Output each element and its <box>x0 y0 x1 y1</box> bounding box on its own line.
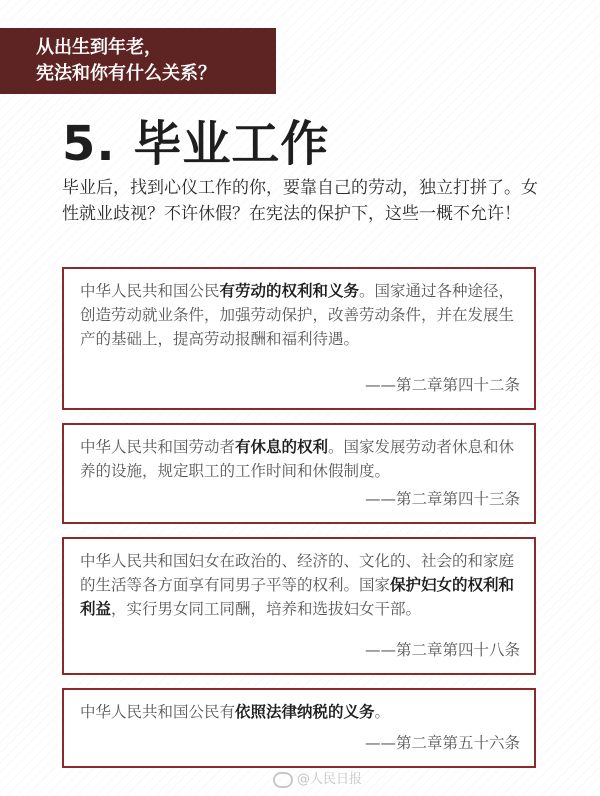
article-text: 中华人民共和国公民有依照法律纳税的义务。 <box>80 703 391 721</box>
intro-paragraph: 毕业后，找到心仪工作的你，要靠自己的劳动，独立打拼了。女性就业歧视？不许休假？在宪法的保护下，这些一概不允许！ <box>62 178 538 224</box>
article-emphasis: 有劳动的权利和义务 <box>219 282 360 300</box>
weibo-icon <box>273 772 293 788</box>
article-citation: ——第二章第五十六条 <box>364 734 520 752</box>
article-emphasis: 依照法律纳税的义务 <box>235 703 375 721</box>
topic-banner <box>0 28 276 94</box>
article-emphasis: 有休息的权利 <box>235 438 329 456</box>
article-card-56 <box>62 688 536 768</box>
article-emphasis: 保护妇女的权利和利益 <box>80 576 515 618</box>
article-citation: ——第二章第四十二条 <box>364 376 520 394</box>
article-citation: ——第二章第四十八条 <box>364 641 520 659</box>
article-citation: ——第二章第四十三条 <box>364 490 520 508</box>
article-card-43 <box>62 423 536 524</box>
section-title: 5. 毕业工作 <box>62 116 330 172</box>
article-text: 中华人民共和国公民有劳动的权利和义务。国家通过各种途径，创造劳动就业条件，加强劳动保护，改善劳动条件，并在发展生产的基础上，提高劳动报酬和福利待遇。 <box>80 282 515 348</box>
article-card-48 <box>62 537 536 675</box>
article-card-42 <box>62 267 536 410</box>
banner-line-2: 宪法和你有什么关系？ <box>36 63 216 84</box>
article-text: 中华人民共和国劳动者有休息的权利。国家发展劳动者休息和休养的设施，规定职工的工作时间和休假制度。 <box>80 438 515 480</box>
watermark: @人民日报 <box>273 768 362 788</box>
article-text: 中华人民共和国妇女在政治的、经济的、文化的、社会的和家庭的生活等各方面享有同男子平等的权利。国家保护妇女的权利和利益，实行男女同工同酬，培养和选拔妇女干部。 <box>80 552 515 618</box>
banner-line-1: 从出生到年老， <box>36 37 162 58</box>
